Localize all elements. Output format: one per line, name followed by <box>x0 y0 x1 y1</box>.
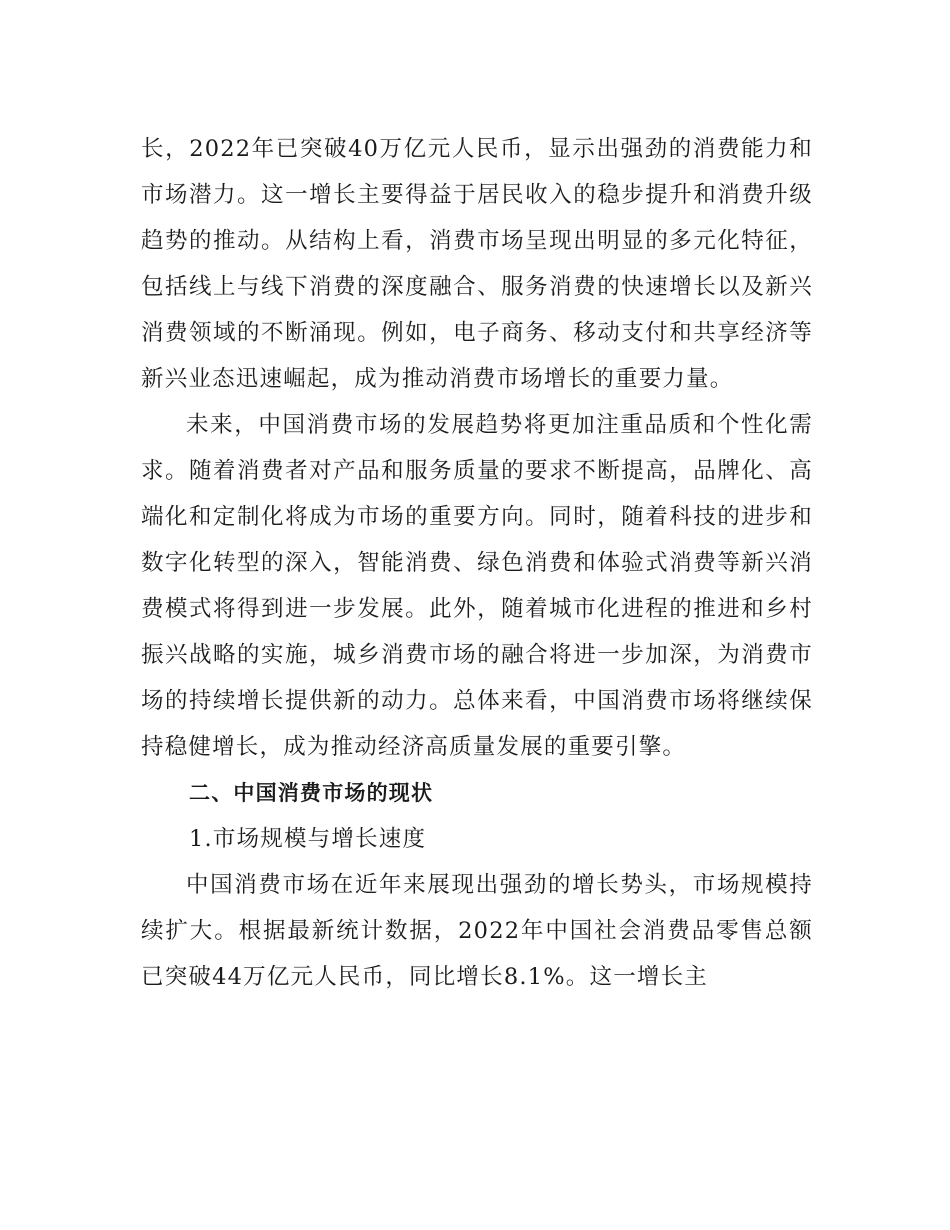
paragraph-market-scale: 中国消费市场在近年来展现出强劲的增长势头，市场规模持续扩大。根据最新统计数据，2022年中国社会消费品零售总额已突破44万亿元人民币，同比增长8.1%。这一增长主 <box>141 872 813 990</box>
paragraph-continuation: 长，2022年已突破40万亿元人民币，显示出强劲的消费能力和市场潜力。这一增长主要得益于居民收入的稳步提升和消费升级趋势的推动。从结构上看，消费市场呈现出明显的多元化特征，包括线上与线下消费的深度融合、服务消费的快速增长以及新兴消费领域的不断涌现。例如，电子商务、移动支付和共享经济等新兴业态迅速崛起，成为推动消费市场增长的重要力量。 <box>141 136 813 392</box>
paragraph-future-trends: 未来，中国消费市场的发展趋势将更加注重品质和个性化需求。随着消费者对产品和服务质量的要求不断提高，品牌化、高端化和定制化将成为市场的重要方向。同时，随着科技的进步和数字化转型的深入，智能消费、绿色消费和体验式消费等新兴消费模式将得到进一步发展。此外，随着城市化进程的推进和乡村振兴战略的实施，城乡消费市场的融合将进一步加深，为消费市场的持续增长提供新的动力。总体来看，中国消费市场将继续保持稳健增长，成为推动经济高质量发展的重要引擎。 <box>141 412 813 760</box>
section-heading: 二、中国消费市场的现状 <box>189 781 434 805</box>
document-body <box>141 126 813 1000</box>
subsection-heading: 1.市场规模与增长速度 <box>189 826 427 852</box>
